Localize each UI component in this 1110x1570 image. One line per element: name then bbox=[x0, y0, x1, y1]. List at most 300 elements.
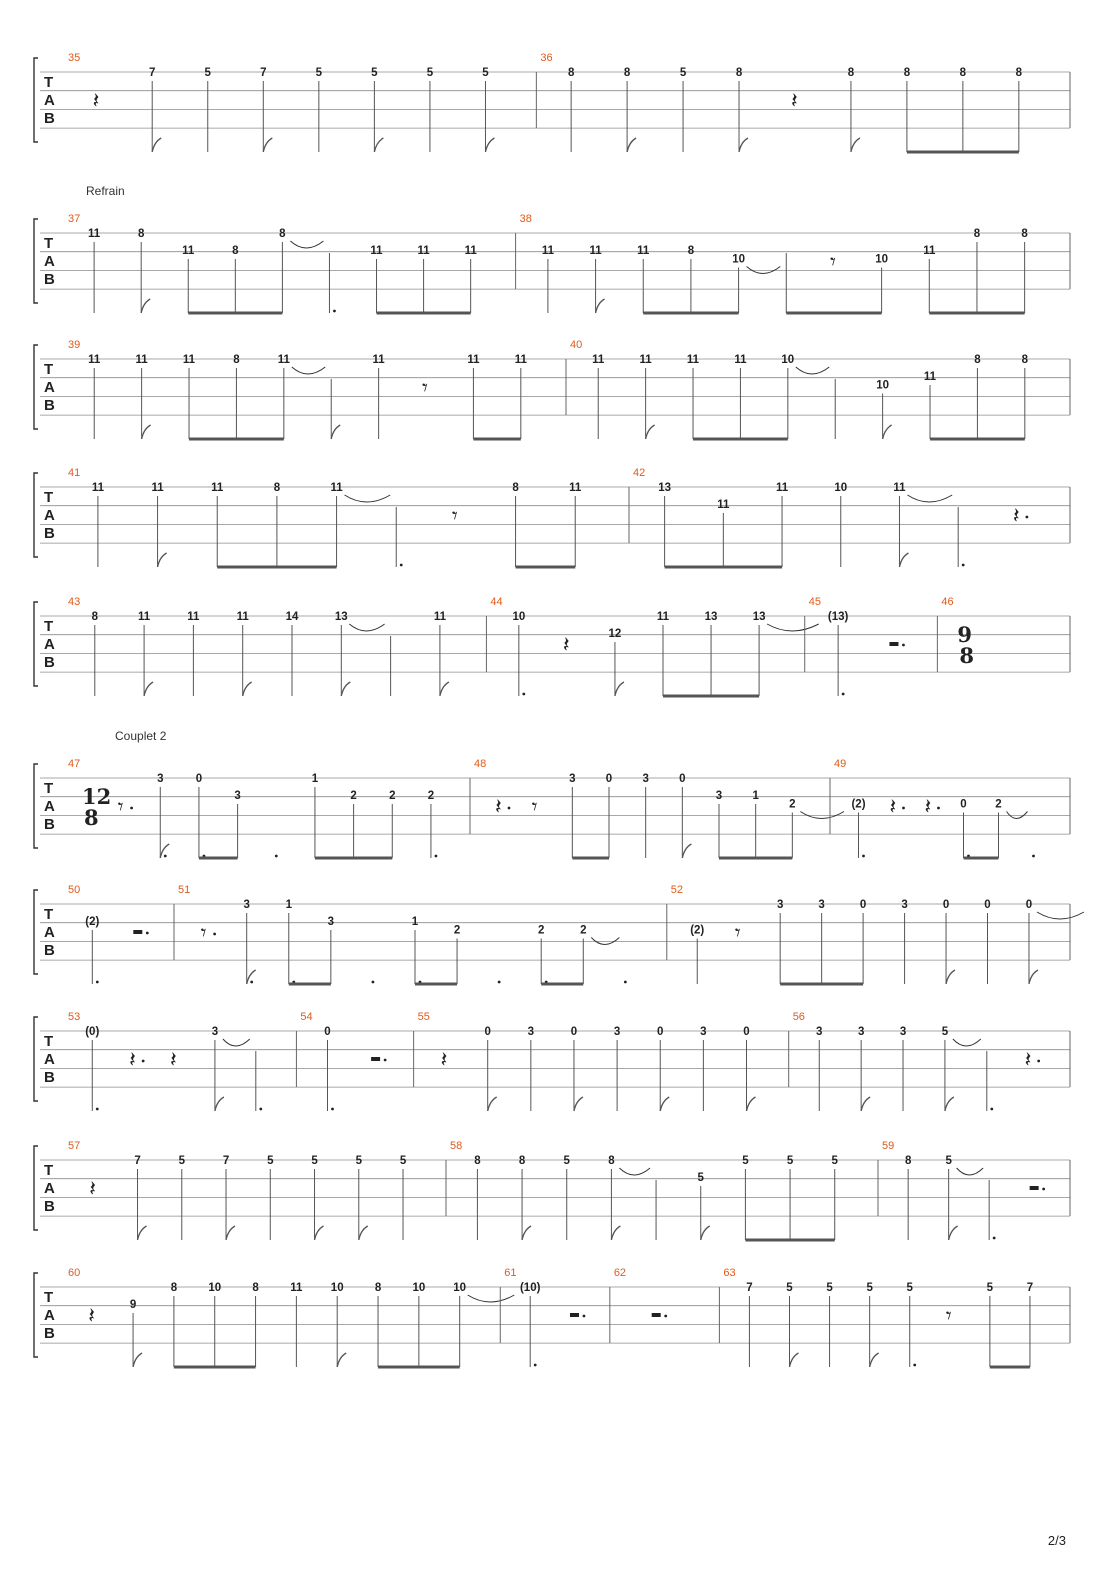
half-rest bbox=[889, 642, 898, 646]
fret-number: 11 bbox=[639, 354, 652, 366]
tab-clef-letter: T bbox=[44, 618, 54, 635]
tab-clef-letter: A bbox=[44, 636, 55, 653]
dot bbox=[534, 1364, 537, 1367]
fret-number: 11 bbox=[211, 482, 224, 494]
fret-number: 0 bbox=[657, 1026, 664, 1038]
eighth-flag bbox=[142, 425, 151, 439]
fret-number: 11 bbox=[372, 354, 385, 366]
tab-clef-letter: A bbox=[44, 798, 55, 815]
eighth-flag bbox=[596, 299, 605, 313]
dot bbox=[250, 981, 253, 984]
fret-number: 11 bbox=[717, 499, 730, 511]
fret-number: (10) bbox=[519, 1282, 541, 1294]
section-label: Refrain bbox=[86, 184, 125, 198]
half-rest bbox=[570, 1313, 579, 1317]
fret-number: 11 bbox=[464, 245, 477, 257]
fret-number: 8 bbox=[512, 482, 519, 494]
time-signature-top: 12 bbox=[82, 784, 112, 809]
eighth-flag bbox=[739, 138, 748, 152]
fret-number: 8 bbox=[687, 245, 695, 257]
system-bracket bbox=[34, 602, 38, 686]
eighth-flag bbox=[144, 682, 153, 696]
measure-number: 46 bbox=[941, 596, 954, 608]
dot bbox=[164, 855, 167, 858]
eighth-flag bbox=[574, 1097, 583, 1111]
dot bbox=[993, 1237, 996, 1240]
fret-number: 11 bbox=[182, 354, 196, 366]
fret-number: 8 bbox=[91, 611, 98, 623]
fret-number: 8 bbox=[847, 67, 855, 79]
fret-number: 7 bbox=[746, 1282, 753, 1294]
eighth-flag bbox=[789, 1353, 798, 1367]
tab-clef-letter: B bbox=[44, 397, 55, 414]
fret-number: 3 bbox=[776, 899, 784, 911]
tab-clef-letter: B bbox=[44, 110, 55, 127]
tab-clef-letter: B bbox=[44, 816, 55, 833]
measure-number: 39 bbox=[68, 339, 81, 351]
fret-number: 3 bbox=[243, 899, 250, 911]
fret-number: 11 bbox=[88, 228, 101, 240]
dot bbox=[842, 693, 845, 696]
fret-number: 2 bbox=[995, 798, 1002, 811]
measure-number: 51 bbox=[178, 884, 191, 896]
fret-number: 8 bbox=[279, 228, 286, 240]
quarter-rest: 𝄽 bbox=[889, 795, 897, 820]
quarter-rest: 𝄽 bbox=[89, 1177, 97, 1202]
eighth-flag bbox=[646, 425, 655, 439]
fret-number: 3 bbox=[899, 1026, 907, 1038]
fret-number: 11 bbox=[592, 354, 605, 366]
fret-number: 8 bbox=[232, 245, 239, 257]
fret-number: 0 bbox=[570, 1026, 578, 1038]
fret-number: 5 bbox=[945, 1155, 952, 1167]
fret-number: 3 bbox=[642, 773, 649, 785]
tab-clef-letter: T bbox=[44, 489, 54, 506]
dot bbox=[862, 855, 865, 858]
fret-number: 7 bbox=[222, 1155, 230, 1167]
fret-number: 1 bbox=[311, 773, 319, 785]
fret-number: 10 bbox=[453, 1282, 467, 1294]
fret-number: 11 bbox=[569, 482, 582, 494]
eighth-flag bbox=[660, 1097, 669, 1111]
fret-number: 8 bbox=[567, 67, 575, 79]
tab-clef-letter: A bbox=[44, 507, 55, 524]
quarter-rest: 𝄽 bbox=[495, 795, 502, 820]
fret-number: 11 bbox=[370, 245, 383, 257]
fret-number: 2 bbox=[580, 924, 587, 937]
tab-clef-letter: A bbox=[44, 1180, 55, 1197]
measure-number: 61 bbox=[504, 1267, 517, 1279]
fret-number: 2 bbox=[453, 924, 461, 937]
measure-number: 53 bbox=[68, 1011, 81, 1023]
fret-number: 5 bbox=[697, 1172, 704, 1184]
eighth-flag bbox=[522, 1226, 531, 1240]
fret-number: 11 bbox=[467, 354, 480, 366]
fret-number: 10 bbox=[732, 253, 745, 266]
fret-number: 12 bbox=[608, 628, 622, 640]
half-rest bbox=[652, 1313, 661, 1317]
dot bbox=[96, 1108, 99, 1111]
fret-number: 8 bbox=[904, 1155, 912, 1167]
fret-number: 3 bbox=[818, 899, 825, 911]
tie bbox=[292, 367, 325, 374]
fret-number: 11 bbox=[182, 245, 195, 257]
fret-number: 8 bbox=[903, 67, 911, 79]
fret-number: 3 bbox=[211, 1026, 219, 1038]
fret-number: 0 bbox=[960, 798, 967, 811]
time-signature-bottom: 8 bbox=[959, 643, 974, 668]
dot bbox=[96, 981, 99, 984]
fret-number: 10 bbox=[412, 1282, 426, 1294]
dot bbox=[259, 1108, 262, 1111]
system-bracket bbox=[34, 1146, 38, 1230]
eighth-flag bbox=[611, 1226, 620, 1240]
dot bbox=[384, 1059, 387, 1062]
eighth-rest: 𝄾 bbox=[200, 921, 207, 946]
eighth-rest: 𝄾 bbox=[531, 795, 538, 820]
dot bbox=[624, 981, 627, 984]
tie bbox=[345, 495, 391, 502]
half-rest bbox=[1030, 1186, 1039, 1190]
eighth-flag bbox=[946, 970, 955, 984]
fret-number: 8 bbox=[374, 1282, 382, 1294]
fret-number: 11 bbox=[514, 354, 527, 366]
fret-number: 11 bbox=[734, 354, 747, 366]
dot bbox=[902, 807, 905, 810]
time-signature-top: 9 bbox=[957, 622, 972, 647]
fret-number: 8 bbox=[252, 1282, 259, 1294]
tie bbox=[468, 1295, 515, 1302]
fret-number: 11 bbox=[417, 245, 430, 257]
eighth-flag bbox=[152, 138, 161, 152]
fret-number: 0 bbox=[324, 1026, 331, 1038]
page-number: 2/3 bbox=[1047, 1533, 1066, 1548]
fret-number: 8 bbox=[623, 67, 631, 79]
fret-number: 3 bbox=[901, 899, 908, 911]
fret-number: 5 bbox=[742, 1155, 749, 1167]
tie bbox=[349, 624, 384, 631]
system-bracket bbox=[34, 219, 38, 303]
fret-number: 11 bbox=[433, 611, 446, 623]
fret-number: 2 bbox=[538, 924, 545, 937]
quarter-rest: 𝄽 bbox=[440, 1048, 448, 1073]
quarter-rest: 𝄽 bbox=[790, 89, 798, 114]
tab-clef-letter: B bbox=[44, 654, 55, 671]
tie bbox=[619, 1168, 650, 1175]
tab-clef-letter: A bbox=[44, 379, 55, 396]
eighth-flag bbox=[747, 1097, 756, 1111]
measure-number: 59 bbox=[882, 1140, 895, 1152]
fret-number: 0 bbox=[743, 1026, 750, 1038]
fret-number: 3 bbox=[157, 773, 164, 785]
measure-number: 52 bbox=[670, 884, 684, 896]
tie bbox=[953, 1039, 981, 1046]
system-bracket bbox=[34, 764, 38, 848]
fret-number: 11 bbox=[236, 611, 249, 623]
fret-number: 5 bbox=[399, 1155, 407, 1167]
fret-number: 11 bbox=[88, 354, 101, 366]
fret-number: 5 bbox=[831, 1155, 838, 1167]
tab-clef-letter: A bbox=[44, 253, 55, 270]
fret-number: 10 bbox=[208, 1282, 222, 1294]
eighth-flag bbox=[945, 1097, 954, 1111]
eighth-flag bbox=[158, 553, 167, 567]
dot bbox=[913, 1364, 916, 1367]
dot bbox=[664, 1315, 667, 1318]
measure-number: 62 bbox=[613, 1267, 627, 1279]
tab-clef-letter: B bbox=[44, 271, 55, 288]
tie bbox=[767, 624, 819, 631]
fret-number: 8 bbox=[974, 354, 981, 366]
eighth-flag bbox=[243, 682, 252, 696]
fret-number: 5 bbox=[679, 67, 687, 79]
fret-number: 13 bbox=[752, 611, 766, 623]
half-rest bbox=[371, 1057, 380, 1061]
fret-number: 0 bbox=[1025, 899, 1033, 911]
fret-number: 11 bbox=[893, 482, 906, 494]
fret-number: 11 bbox=[686, 354, 700, 366]
dot bbox=[962, 564, 965, 567]
eighth-flag bbox=[883, 425, 892, 439]
eighth-flag bbox=[263, 138, 272, 152]
measure-number: 57 bbox=[68, 1140, 81, 1152]
measure-number: 41 bbox=[68, 467, 81, 479]
quarter-rest: 𝄽 bbox=[1024, 1048, 1032, 1073]
fret-number: 5 bbox=[267, 1155, 274, 1167]
fret-number: 0 bbox=[942, 899, 950, 911]
fret-number: 11 bbox=[775, 482, 789, 494]
fret-number: 5 bbox=[311, 1155, 318, 1167]
eighth-rest: 𝄾 bbox=[734, 921, 741, 946]
quarter-rest: 𝄽 bbox=[92, 89, 100, 114]
fret-number: 8 bbox=[233, 354, 240, 366]
eighth-flag bbox=[701, 1226, 710, 1240]
fret-number: 8 bbox=[1021, 228, 1028, 240]
fret-number: 10 bbox=[781, 354, 795, 366]
system-bracket bbox=[34, 1273, 38, 1357]
fret-number: 2 bbox=[789, 798, 796, 811]
eighth-flag bbox=[374, 138, 383, 152]
tie bbox=[957, 1168, 984, 1175]
measure-number: 58 bbox=[450, 1140, 463, 1152]
fret-number: 5 bbox=[204, 67, 211, 79]
measure-number: 56 bbox=[792, 1011, 805, 1023]
fret-number: 13 bbox=[658, 482, 672, 494]
quarter-rest: 𝄽 bbox=[1012, 504, 1020, 529]
time-signature-bottom: 8 bbox=[84, 805, 99, 830]
dot bbox=[1032, 855, 1035, 858]
tie bbox=[223, 1039, 250, 1046]
half-rest bbox=[133, 930, 142, 934]
fret-number: 1 bbox=[411, 916, 419, 928]
tab-clef-letter: T bbox=[44, 780, 54, 797]
eighth-flag bbox=[440, 682, 449, 696]
fret-number: 8 bbox=[735, 67, 743, 79]
eighth-flag bbox=[141, 299, 150, 313]
eighth-rest: 𝄾 bbox=[451, 504, 458, 529]
measure-number: 42 bbox=[633, 467, 646, 479]
quarter-rest: 𝄽 bbox=[88, 1304, 95, 1329]
dot bbox=[213, 933, 216, 936]
dot bbox=[990, 1108, 993, 1111]
fret-number: 11 bbox=[138, 611, 151, 623]
measure-number: 54 bbox=[300, 1011, 313, 1023]
fret-number: 5 bbox=[826, 1282, 833, 1294]
tab-clef-letter: T bbox=[44, 1162, 54, 1179]
fret-number: 10 bbox=[834, 482, 848, 494]
fret-number: (13) bbox=[827, 611, 849, 623]
fret-number: 3 bbox=[715, 790, 723, 802]
fret-number: 8 bbox=[608, 1155, 615, 1167]
dot bbox=[508, 807, 511, 810]
fret-number: (2) bbox=[851, 798, 866, 811]
eighth-flag bbox=[1029, 970, 1038, 984]
tab-clef-letter: T bbox=[44, 1033, 54, 1050]
tab-clef-letter: A bbox=[44, 1051, 55, 1068]
fret-number: 5 bbox=[941, 1026, 949, 1038]
measure-number: 47 bbox=[68, 758, 81, 770]
fret-number: 7 bbox=[134, 1155, 141, 1167]
fret-number: 11 bbox=[135, 354, 148, 366]
fret-number: 8 bbox=[137, 228, 145, 240]
eighth-flag bbox=[341, 682, 350, 696]
measure-number: 45 bbox=[808, 596, 821, 608]
fret-number: 0 bbox=[679, 773, 686, 785]
dot bbox=[130, 807, 133, 810]
fret-number: 3 bbox=[527, 1026, 535, 1038]
eighth-rest: 𝄾 bbox=[945, 1304, 952, 1329]
system-bracket bbox=[34, 1017, 38, 1101]
fret-number: 2 bbox=[427, 790, 435, 802]
dot bbox=[142, 1060, 145, 1063]
fret-number: 11 bbox=[589, 245, 602, 257]
fret-number: 14 bbox=[285, 611, 299, 623]
fret-number: 5 bbox=[786, 1155, 794, 1167]
tab-clef-letter: T bbox=[44, 1289, 54, 1306]
section-label: Couplet 2 bbox=[115, 729, 167, 743]
fret-number: 13 bbox=[704, 611, 718, 623]
system-bracket bbox=[34, 473, 38, 557]
fret-number: 3 bbox=[234, 790, 241, 802]
fret-number: 8 bbox=[170, 1282, 178, 1294]
fret-number: 5 bbox=[371, 67, 378, 79]
tie bbox=[290, 241, 323, 248]
eighth-flag bbox=[485, 138, 494, 152]
tab-clef-letter: T bbox=[44, 74, 54, 91]
fret-number: 11 bbox=[923, 371, 937, 383]
fret-number: 11 bbox=[187, 611, 200, 623]
fret-number: 7 bbox=[260, 67, 267, 79]
fret-number: 3 bbox=[327, 916, 335, 928]
tie bbox=[907, 495, 952, 502]
eighth-rest: 𝄾 bbox=[829, 250, 836, 275]
eighth-flag bbox=[615, 682, 624, 696]
measure-number: 43 bbox=[68, 596, 81, 608]
fret-number: 10 bbox=[512, 611, 526, 623]
fret-number: 11 bbox=[330, 482, 343, 494]
quarter-rest: 𝄽 bbox=[562, 633, 570, 658]
dot bbox=[333, 310, 336, 313]
fret-number: (2) bbox=[85, 916, 100, 928]
dot bbox=[902, 644, 905, 647]
eighth-flag bbox=[138, 1226, 147, 1240]
tab-clef-letter: B bbox=[44, 942, 55, 959]
dot bbox=[583, 1315, 586, 1318]
eighth-flag bbox=[870, 1353, 879, 1367]
fret-number: 3 bbox=[816, 1026, 823, 1038]
eighth-rest: 𝄾 bbox=[422, 376, 428, 401]
fret-number: 8 bbox=[474, 1155, 481, 1167]
eighth-flag bbox=[949, 1226, 958, 1240]
eighth-flag bbox=[315, 1226, 324, 1240]
fret-number: 7 bbox=[149, 67, 156, 79]
measure-number: 49 bbox=[834, 758, 847, 770]
tab-clef-letter: B bbox=[44, 1198, 55, 1215]
fret-number: 5 bbox=[426, 67, 434, 79]
dot bbox=[522, 693, 525, 696]
measure-number: 36 bbox=[540, 52, 553, 64]
system-bracket bbox=[34, 890, 38, 974]
eighth-flag bbox=[359, 1226, 368, 1240]
fret-number: 3 bbox=[700, 1026, 707, 1038]
fret-number: 5 bbox=[906, 1282, 913, 1294]
dot bbox=[275, 855, 278, 858]
fret-number: 11 bbox=[637, 245, 650, 257]
fret-number: 8 bbox=[273, 482, 281, 494]
dot bbox=[498, 981, 501, 984]
eighth-flag bbox=[851, 138, 860, 152]
quarter-rest: 𝄽 bbox=[129, 1048, 136, 1073]
system-bracket bbox=[34, 345, 38, 429]
dot bbox=[937, 807, 940, 810]
dot bbox=[1042, 1188, 1045, 1191]
eighth-flag bbox=[682, 844, 691, 858]
measure-number: 60 bbox=[68, 1267, 81, 1279]
measure-number: 50 bbox=[68, 884, 81, 896]
system-bracket bbox=[34, 58, 38, 142]
quarter-rest: 𝄽 bbox=[924, 795, 932, 820]
measure-number: 37 bbox=[68, 213, 81, 225]
measure-number: 63 bbox=[723, 1267, 736, 1279]
fret-number: 3 bbox=[613, 1026, 621, 1038]
fret-number: 1 bbox=[285, 899, 292, 911]
fret-number: 5 bbox=[563, 1155, 570, 1167]
tab-clef-letter: B bbox=[44, 1069, 55, 1086]
eighth-flag bbox=[899, 553, 908, 567]
dot bbox=[146, 932, 149, 935]
eighth-flag bbox=[331, 425, 340, 439]
dot bbox=[400, 564, 403, 567]
fret-number: 0 bbox=[984, 899, 991, 911]
fret-number: 8 bbox=[1015, 67, 1023, 79]
fret-number: 11 bbox=[91, 482, 104, 494]
measure-number: 35 bbox=[68, 52, 81, 64]
tie bbox=[796, 367, 829, 374]
fret-number: 5 bbox=[315, 67, 323, 79]
fret-number: (2) bbox=[690, 924, 705, 937]
fret-number: 2 bbox=[389, 790, 396, 802]
eighth-flag bbox=[133, 1353, 142, 1367]
dot bbox=[331, 1108, 334, 1111]
fret-number: 11 bbox=[541, 245, 554, 257]
eighth-flag bbox=[861, 1097, 870, 1111]
dot bbox=[1037, 1060, 1040, 1063]
fret-number: 3 bbox=[569, 773, 576, 785]
tab-clef-letter: T bbox=[44, 235, 54, 252]
dot bbox=[435, 855, 438, 858]
fret-number: 8 bbox=[518, 1155, 526, 1167]
fret-number: 9 bbox=[129, 1299, 137, 1311]
